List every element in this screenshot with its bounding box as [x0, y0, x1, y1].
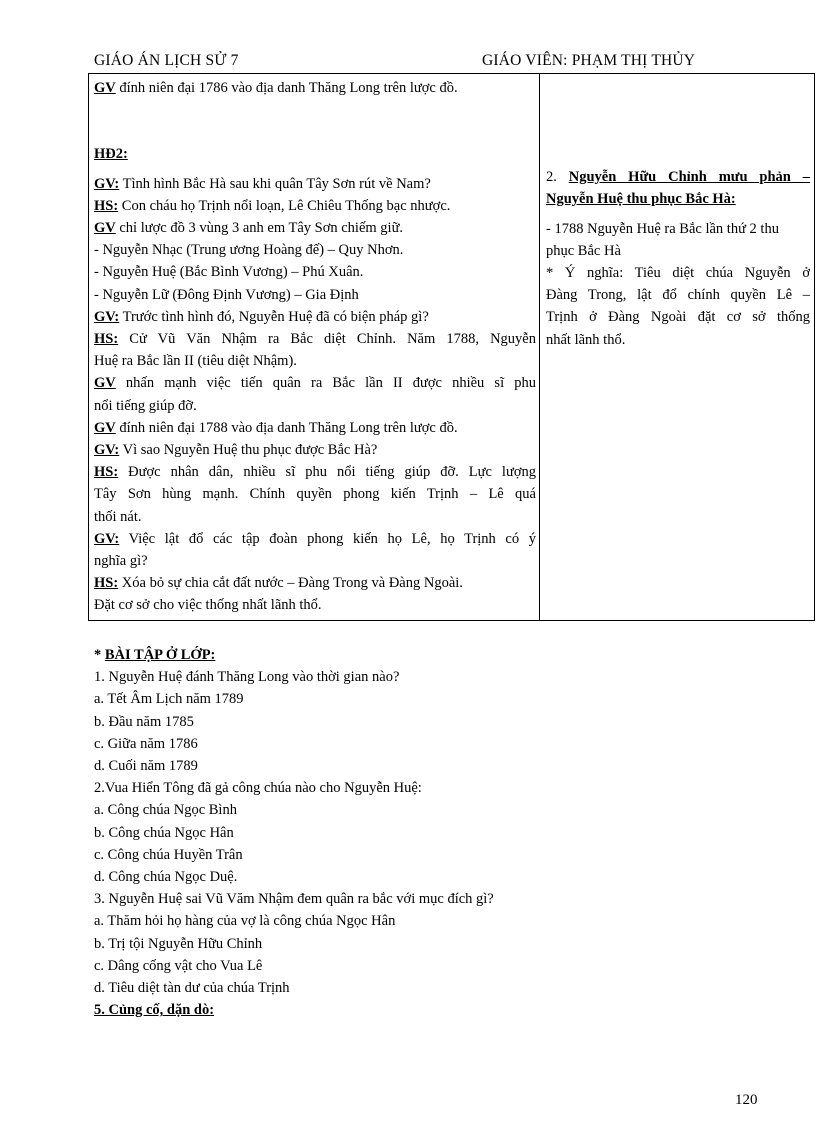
activity-line: thối nát. [94, 508, 142, 525]
content-line: Đàng Trong, lật đổ chính quyền Lê – [546, 287, 810, 304]
answer-option: d. Tiêu diệt tàn dư của chúa Trịnh [94, 980, 290, 997]
content-line: phục Bắc Hà [546, 242, 621, 259]
table-border-left [88, 74, 89, 620]
activity-line: - Nguyễn Lữ (Đông Định Vương) – Gia Định [94, 286, 359, 303]
activity-line: GV đính niên đại 1788 vào địa danh Thăng Long trên lược đồ. [94, 419, 458, 436]
table-border-right [814, 74, 815, 620]
answer-option: c. Công chúa Huyền Trân [94, 846, 243, 863]
answer-option: c. Giữa năm 1786 [94, 735, 198, 752]
activity-line: GV: Việc lật đổ các tập đoàn phong kiến họ Lê, họ Trịnh có ý [94, 530, 536, 547]
answer-option: d. Công chúa Ngọc Duệ. [94, 869, 238, 886]
content-line: Trịnh ở Đàng Ngoài đặt cơ sở thống [546, 309, 810, 326]
activity-line: - Nguyễn Huệ (Bắc Bình Vương) – Phú Xuân. [94, 264, 364, 281]
activity-line: nổi tiếng giúp đỡ. [94, 397, 197, 414]
exercise-title: * BÀI TẬP Ở LỚP: [94, 647, 216, 663]
answer-option: a. Tết Âm Lịch năm 1789 [94, 691, 244, 708]
header-subject: GIÁO ÁN LỊCH SỬ 7 [94, 52, 239, 69]
activity-line: HS: Được nhân dân, nhiều sĩ phu nổi tiếng giúp đỡ. Lực lượng [94, 464, 536, 481]
answer-option: c. Dâng cống vật cho Vua Lê [94, 957, 263, 974]
activity-heading: HĐ2: [94, 146, 128, 163]
content-line: * Ý nghĩa: Tiêu diệt chúa Nguyễn ở [546, 265, 810, 282]
activity-line: HS: Xóa bỏ sự chia cắt đất nước – Đàng Trong và Đàng Ngoài. [94, 575, 463, 592]
activity-line: GV: Tình hình Bắc Hà sau khi quân Tây Sơn rút về Nam? [94, 175, 431, 192]
activity-line: GV: Vì sao Nguyễn Huệ thu phục được Bắc Hà? [94, 442, 378, 459]
section-heading: 2. Nguyễn Hữu Chỉnh mưu phản – [546, 169, 811, 185]
lesson-table [88, 73, 815, 621]
answer-option: d. Cuối năm 1789 [94, 758, 198, 775]
activity-line: Huệ ra Bắc lần II (tiêu diệt Nhậm). [94, 353, 297, 370]
answer-option: a. Thăm hỏi họ hàng của vợ là công chúa Ngọc Hân [94, 913, 396, 930]
header-teacher: GIÁO VIÊN: PHẠM THỊ THỦY [482, 52, 696, 69]
activity-line: GV: Trước tình hình đó, Nguyễn Huệ đã có biện pháp gì? [94, 308, 429, 325]
activity-line: HS: Cử Vũ Văn Nhậm ra Bắc diệt Chỉnh. Năm 1788, Nguyễn [94, 331, 536, 348]
section-heading: Nguyễn Huệ thu phục Bắc Hà: [546, 191, 736, 208]
answer-option: b. Công chúa Ngọc Hân [94, 824, 234, 841]
activity-line: GV nhấn mạnh việc tiến quân ra Bắc lần II được nhiều sĩ phu [94, 375, 536, 392]
question: 3. Nguyễn Huệ sai Vũ Văm Nhậm đem quân ra bắc với mục đích gì? [94, 891, 494, 908]
page-number: 120 [735, 1092, 758, 1108]
activity-line: Tây Sơn hùng mạnh. Chính quyền phong kiến Trịnh – Lê quá [94, 486, 536, 503]
activity-line: - Nguyễn Nhạc (Trung ương Hoàng đế) – Quy Nhơn. [94, 242, 404, 259]
activity-line: GV chỉ lược đồ 3 vùng 3 anh em Tây Sơn chiếm giữ. [94, 220, 404, 237]
activity-line: nghĩa gì? [94, 553, 148, 570]
answer-option: b. Đầu năm 1785 [94, 713, 194, 730]
answer-option: a. Công chúa Ngọc Bình [94, 802, 237, 819]
activity-line: Đặt cơ sở cho việc thống nhất lãnh thổ. [94, 597, 322, 614]
activity-line: GV đính niên đại 1786 vào địa danh Thăng Long trên lược đồ. [94, 80, 458, 96]
exercise-section [94, 644, 734, 1021]
table-divider [539, 74, 540, 620]
content-line: - 1788 Nguyễn Huệ ra Bắc lần thứ 2 thu [546, 220, 779, 237]
page-header [94, 52, 734, 70]
activity-line: HS: Con cháu họ Trịnh nổi loạn, Lê Chiêu Thống bạc nhược. [94, 197, 451, 214]
question: 2.Vua Hiển Tông đã gả công chúa nào cho Nguyễn Huệ: [94, 780, 422, 797]
content-column [546, 166, 810, 351]
teacher-student-column [94, 77, 536, 617]
content-line: nhất lãnh thổ. [546, 331, 626, 348]
question: 1. Nguyễn Huệ đánh Thăng Long vào thời gian nào? [94, 669, 400, 686]
section-5-title: 5. Củng cố, dặn dò: [94, 1002, 215, 1019]
answer-option: b. Trị tội Nguyễn Hữu Chỉnh [94, 935, 263, 952]
